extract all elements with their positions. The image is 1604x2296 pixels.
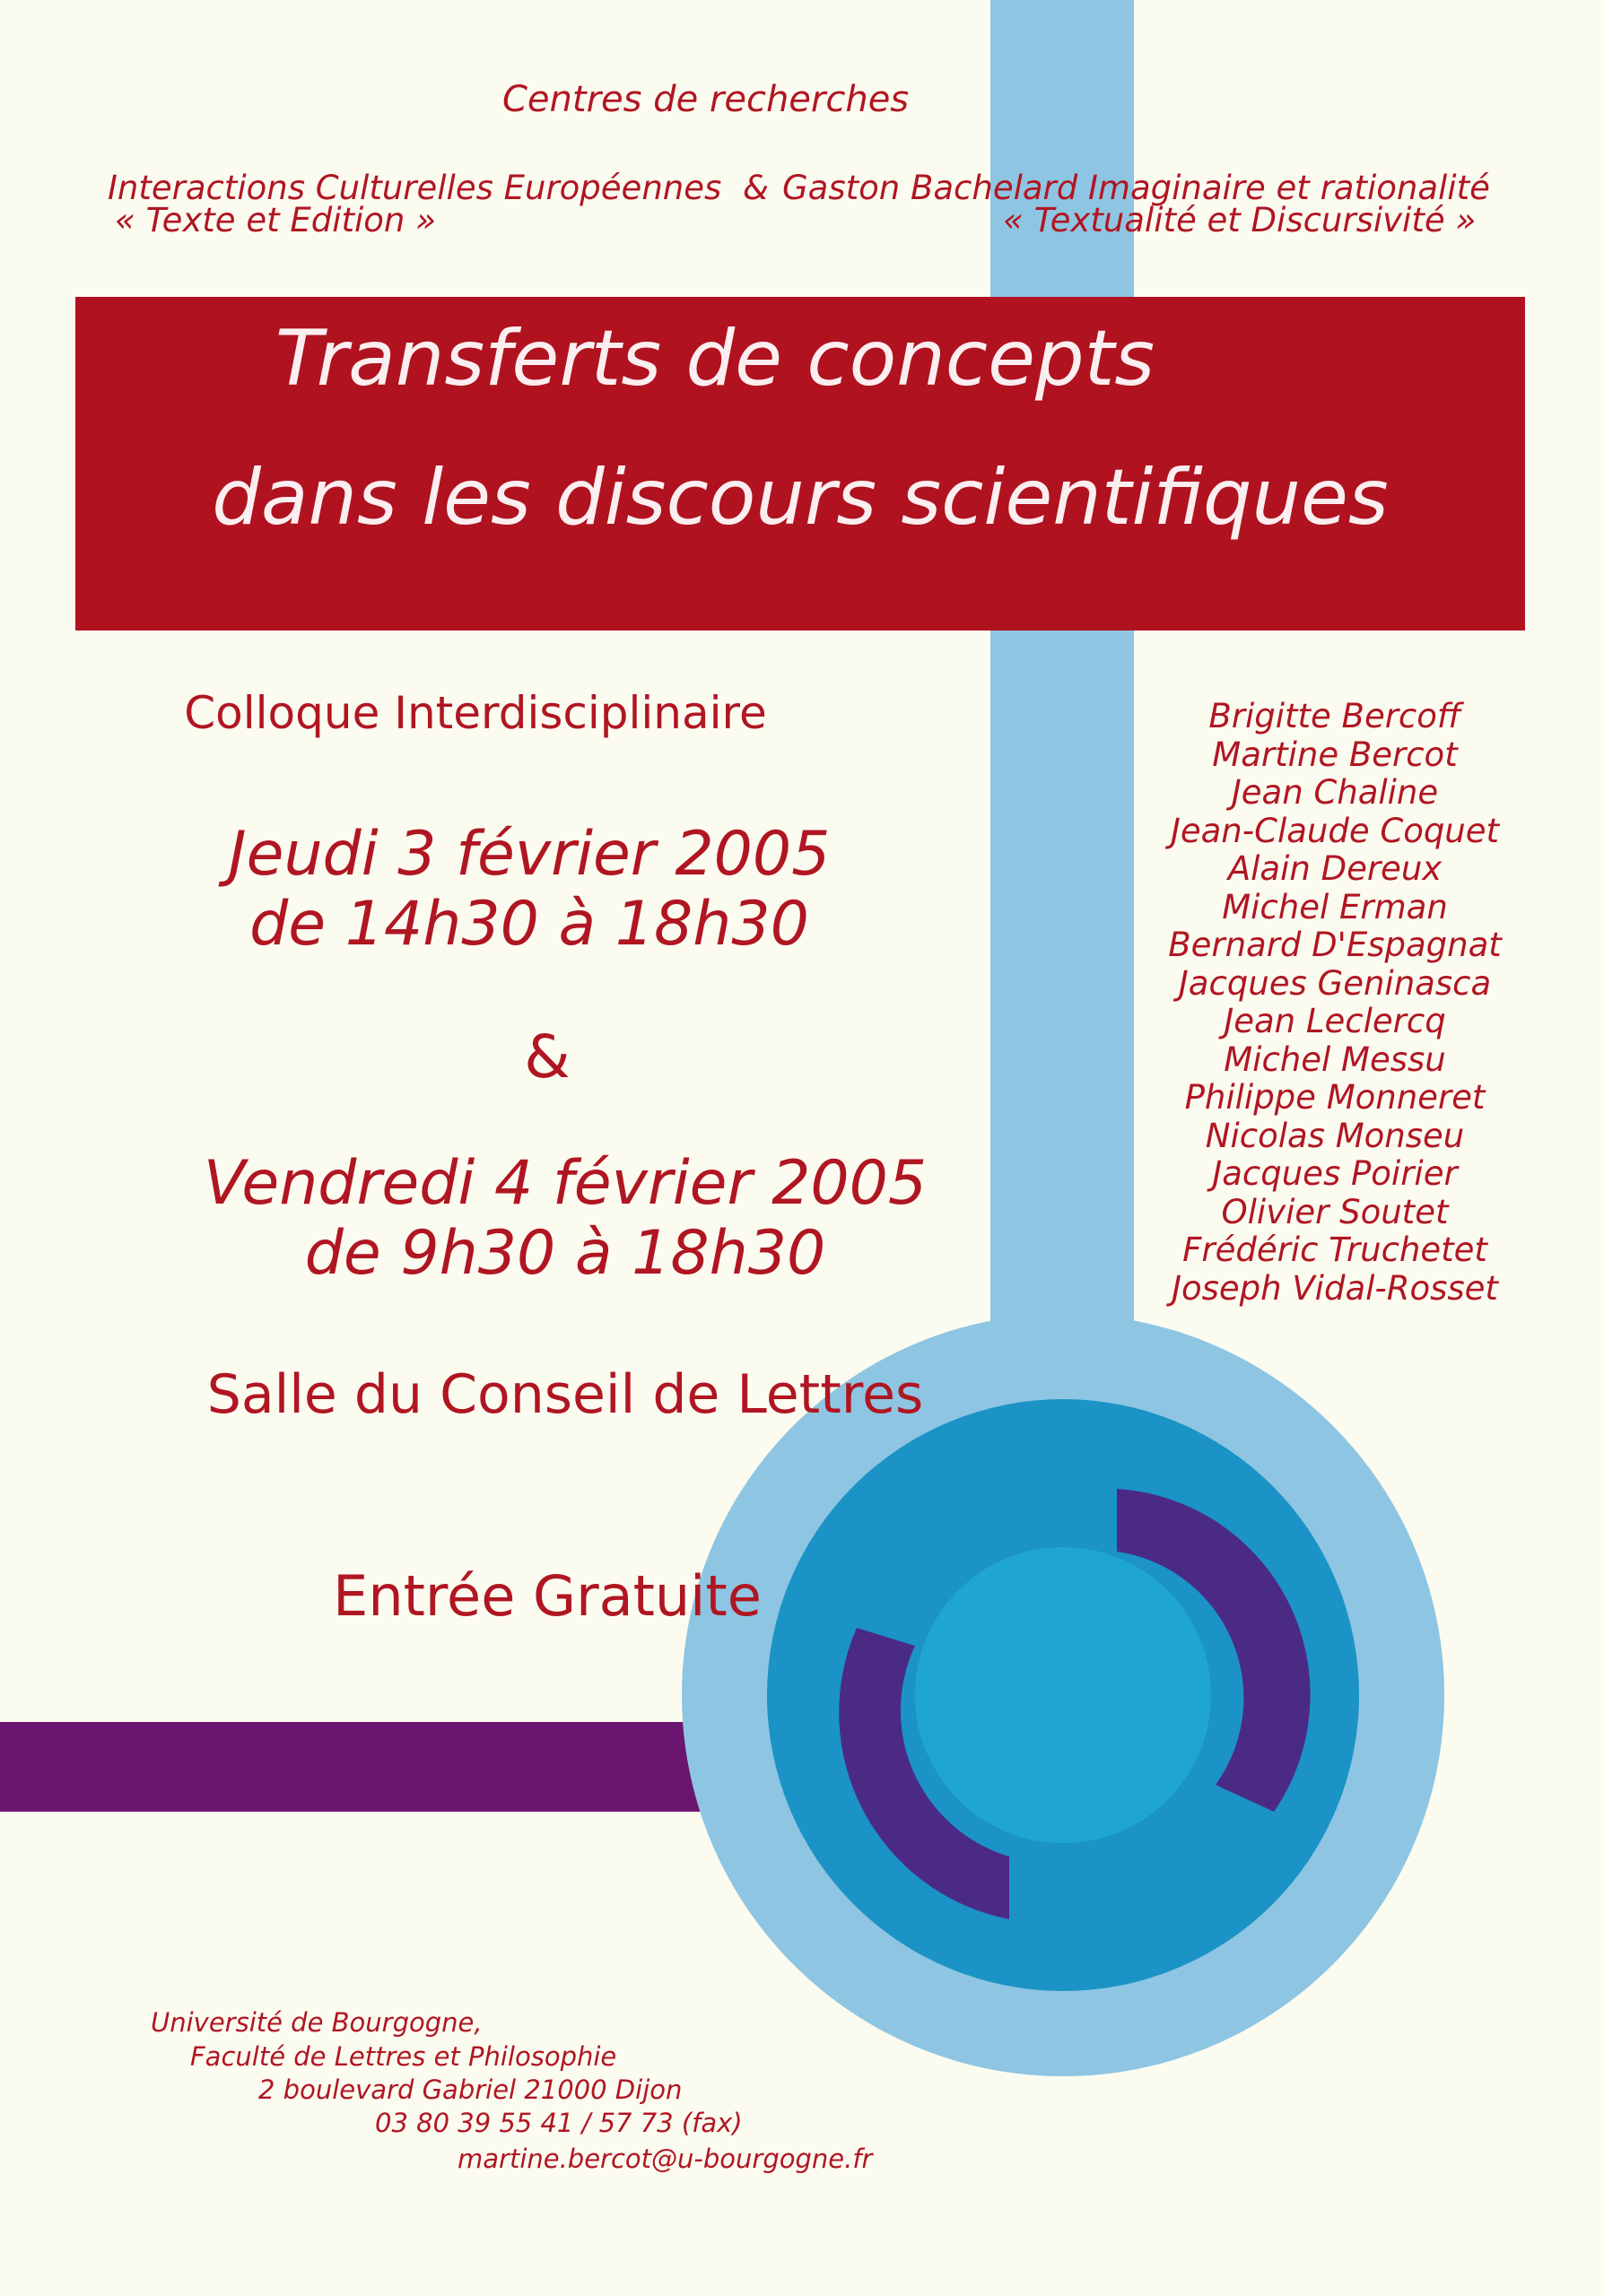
event-type: Colloque Interdisciplinaire — [184, 687, 767, 739]
speaker-name: Michel Erman — [1222, 887, 1448, 926]
speaker-name: Frédéric Truchetet — [1182, 1231, 1487, 1269]
speaker-name: Jean Leclercq — [1224, 1002, 1446, 1040]
violet-horizontal-bar — [0, 1722, 745, 1812]
ampersand-separator: & — [743, 169, 769, 207]
inner-cyan-disc — [915, 1547, 1211, 1843]
day1-time: de 14h30 à 18h30 — [249, 889, 809, 960]
centre-right-name: Gaston Bachelard Imaginaire et rationalité — [782, 169, 1490, 207]
footer-faculty: Faculté de Lettres et Philosophie — [190, 2041, 617, 2072]
speaker-name: Joseph Vidal-Rosset — [1172, 1268, 1498, 1308]
speaker-name: Michel Messu — [1224, 1039, 1446, 1079]
title-line-1: Transferts de concepts — [275, 314, 1155, 404]
speaker-name: Nicolas Monseu — [1205, 1116, 1465, 1155]
title-line-2: dans les discours scientifiques — [212, 453, 1389, 543]
centre-right-subtitle: « Textualité et Discursivité » — [1003, 201, 1477, 239]
speaker-name: Jacques Geninasca — [1178, 963, 1492, 1003]
speaker-name: Jean Chaline — [1231, 773, 1439, 812]
centre-left-subtitle: « Texte et Edition » — [115, 201, 436, 239]
speaker-name: Olivier Soutet — [1221, 1192, 1449, 1231]
research-centres-heading: Centres de recherches — [502, 79, 910, 120]
centre-left-label: Interactions Culturelles Européennes — [108, 169, 722, 207]
speaker-name: Jacques Poirier — [1212, 1154, 1458, 1193]
day1-date: Jeudi 3 février 2005 — [228, 819, 831, 890]
speaker-name: Martine Bercot — [1212, 735, 1458, 774]
speaker-name: Brigitte Bercoff — [1208, 697, 1461, 735]
footer-email: martine.bercot@u-bourgogne.fr — [458, 2144, 873, 2174]
speaker-name: Bernard D'Espagnat — [1168, 926, 1502, 964]
speaker-name: Jean-Claude Coquet — [1170, 811, 1500, 850]
footer-university: Université de Bourgogne, — [151, 2007, 483, 2038]
speaker-list — [1146, 698, 1523, 1308]
day2-date: Vendredi 4 février 2005 — [203, 1148, 928, 1219]
admission: Entrée Gratuite — [333, 1563, 762, 1629]
speaker-name: Philippe Monneret — [1184, 1078, 1486, 1117]
venue: Salle du Conseil de Lettres — [206, 1363, 924, 1426]
footer-phone: 03 80 39 55 41 / 57 73 (fax) — [375, 2108, 743, 2138]
footer-address: 2 boulevard Gabriel 21000 Dijon — [258, 2074, 683, 2105]
day2-time: de 9h30 à 18h30 — [304, 1218, 826, 1289]
days-ampersand: & — [524, 1022, 571, 1091]
speaker-name: Alain Dereux — [1227, 849, 1443, 888]
